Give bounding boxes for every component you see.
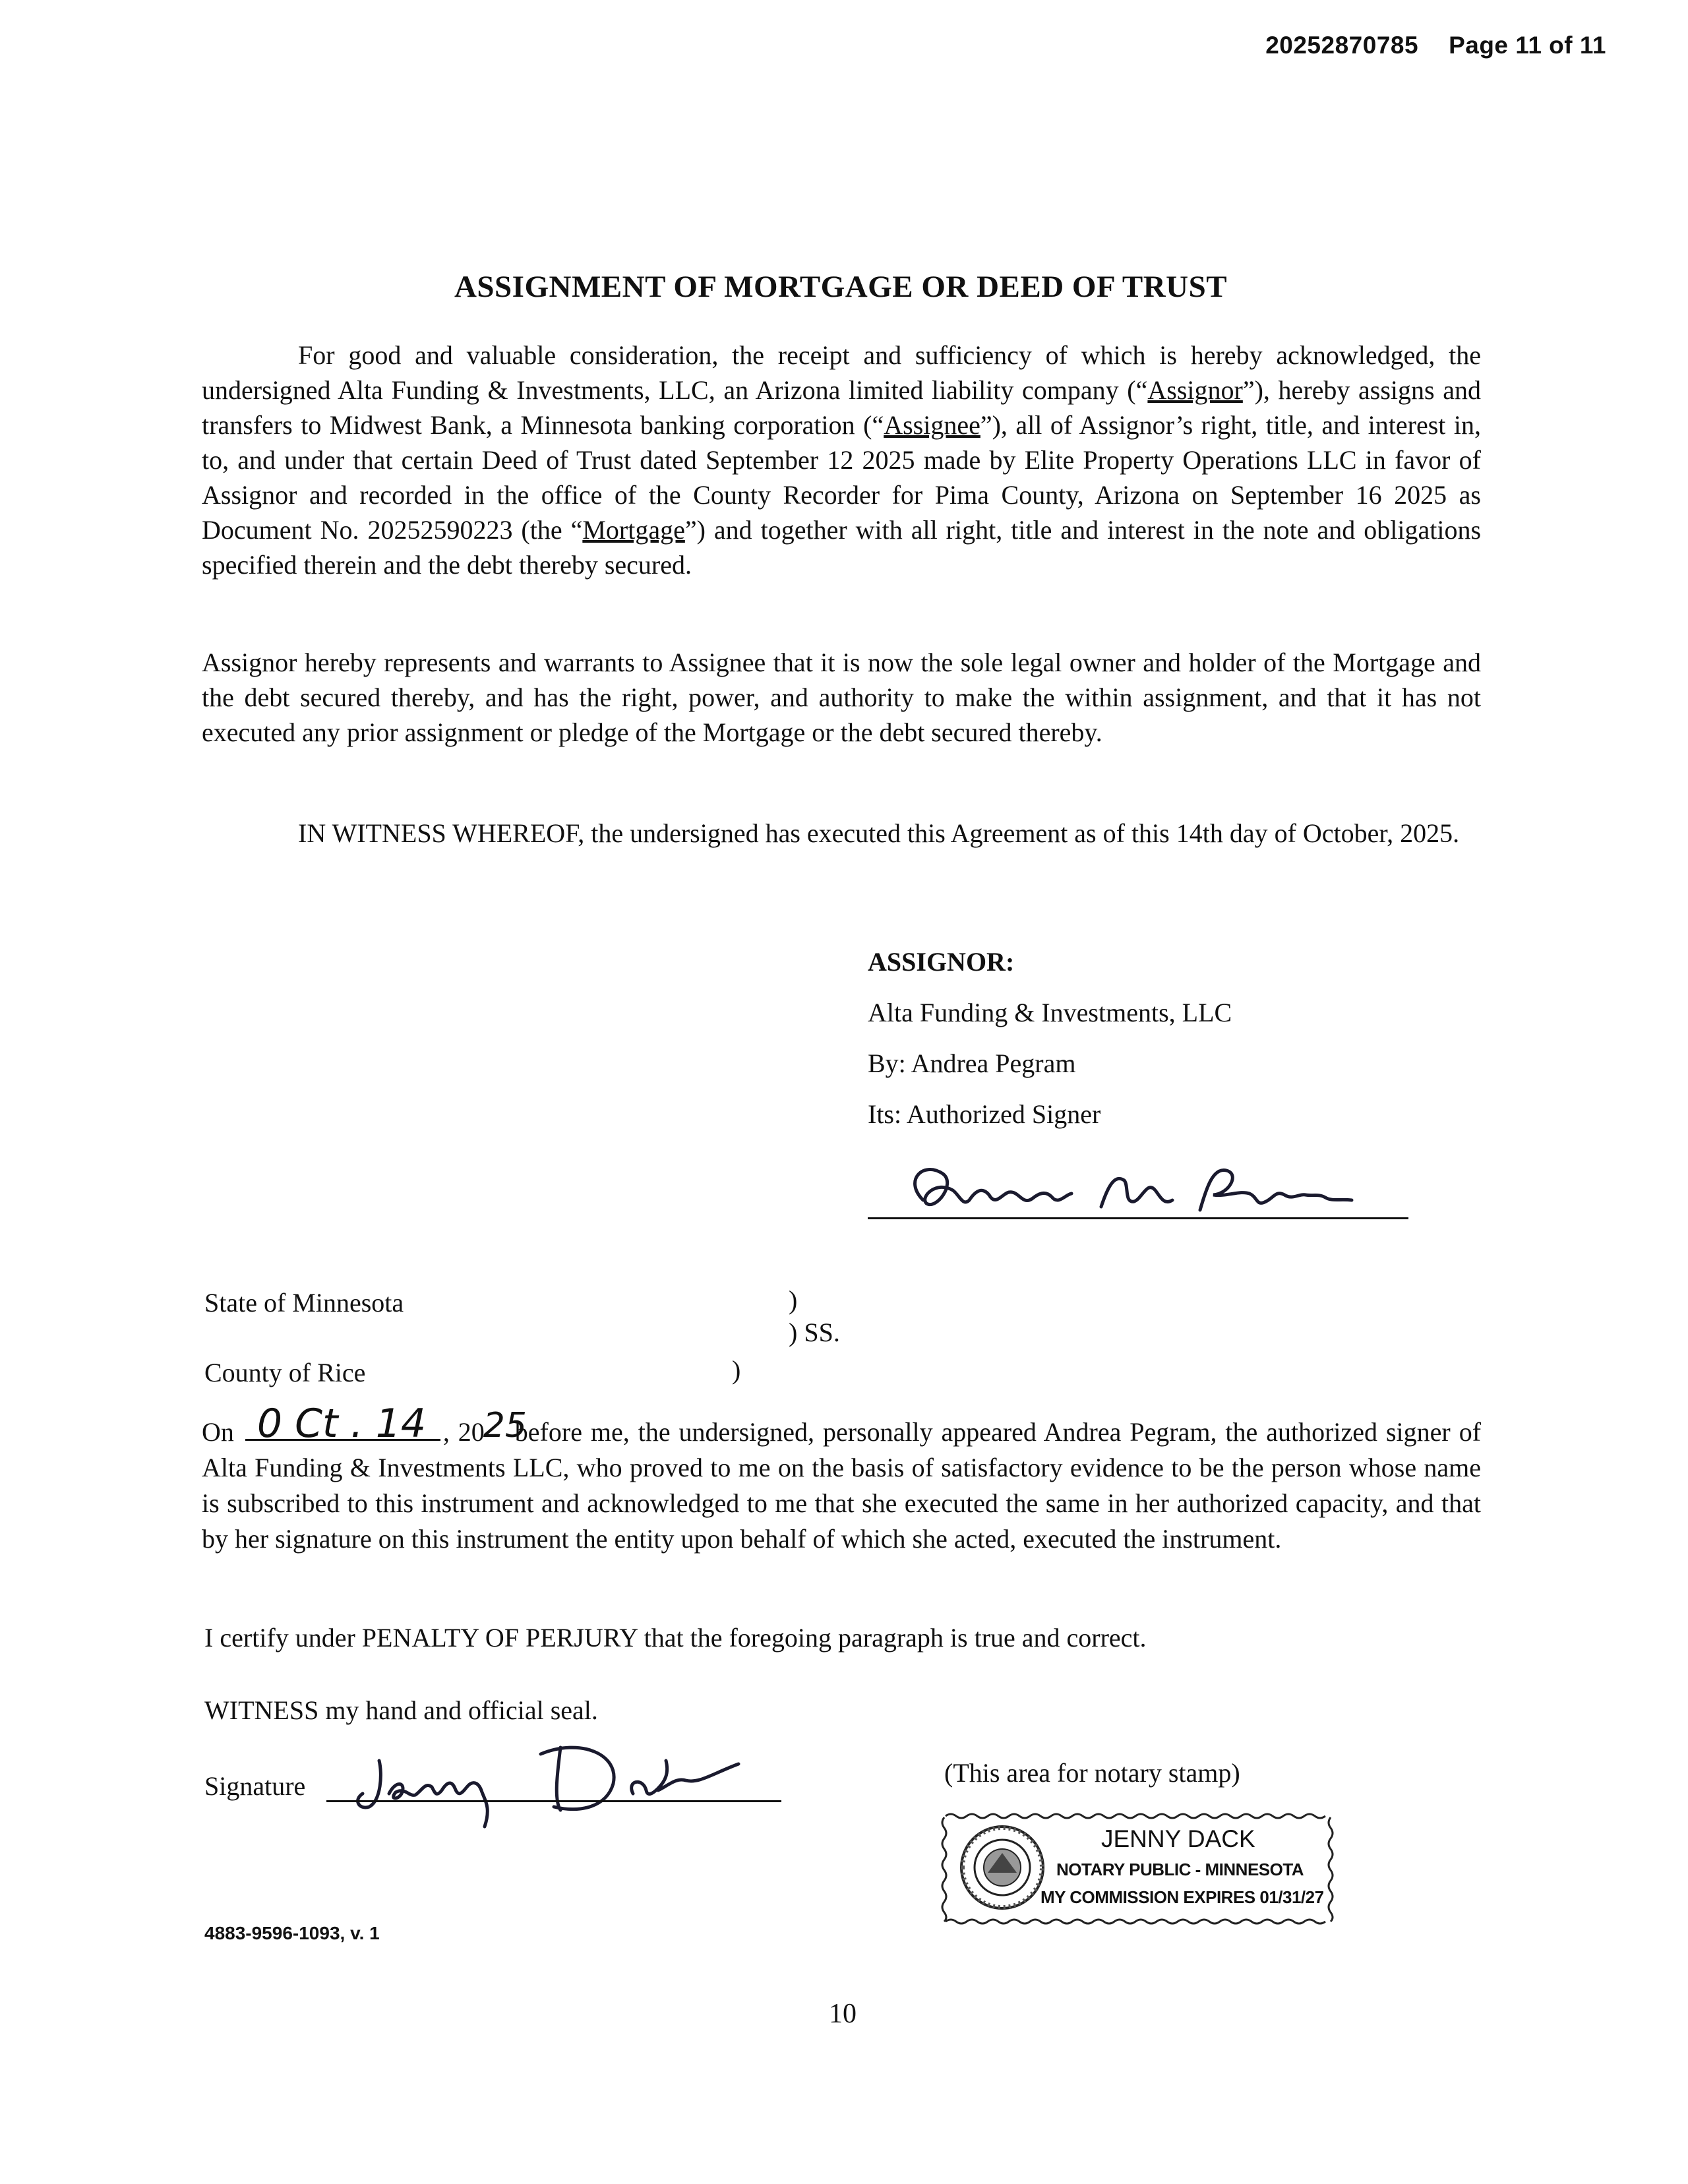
warranty-paragraph: Assignor hereby represents and warrants to Assignee that it is now the sole legal owner and holder of the Mortgage and the debt secured thereby, and has the right, power, and authority to make the within assignment, and that it has not executed any prior assignment or pledge of the Mortgage or the debt secured thereby. <box>202 648 1481 747</box>
venue-state: State of Minnesota <box>204 1288 404 1318</box>
stamp-notary-name: JENNY DACK <box>1101 1825 1255 1852</box>
notary-signature <box>343 1734 791 1833</box>
witness-statement: WITNESS my hand and official seal. <box>204 1695 598 1725</box>
assignee-defined-term: Assignee <box>884 410 980 440</box>
assignor-its: Its: Authorized Signer <box>868 1099 1101 1129</box>
mortgage-defined-term: Mortgage <box>582 515 685 545</box>
document-title: ASSIGNMENT OF MORTGAGE OR DEED OF TRUST <box>454 270 1228 304</box>
venue-ss: ) SS. <box>789 1318 840 1347</box>
signature-label: Signature <box>204 1771 306 1801</box>
recording-number: 20252870785 <box>1265 32 1419 59</box>
page-counter: Page 11 of 11 <box>1449 32 1606 59</box>
assignor-signature-line <box>868 1217 1408 1219</box>
venue-county: County of Rice <box>204 1358 366 1387</box>
handwritten-date-field <box>245 1401 440 1447</box>
stamp-notary-title: NOTARY PUBLIC - MINNESOTA <box>1056 1860 1304 1879</box>
assignor-signature <box>897 1154 1358 1227</box>
handwritten-year: 25 <box>483 1406 527 1445</box>
notary-signature-line <box>326 1800 781 1802</box>
perjury-certification: I certify under PENALTY OF PERJURY that the foregoing paragraph is true and correct. <box>204 1623 1147 1653</box>
notary-stamp-area-label: (This area for notary stamp) <box>944 1758 1240 1788</box>
page-header <box>1235 32 1606 59</box>
witness-whereof-paragraph: IN WITNESS WHEREOF, the undersigned has executed this Agreement as of this 14th day of October, 2025. <box>298 818 1460 848</box>
venue-paren-bottom: ) <box>732 1355 741 1385</box>
stamp-commission-expiry: MY COMMISSION EXPIRES 01/31/27 <box>1040 1887 1324 1907</box>
assignor-label: ASSIGNOR: <box>868 947 1015 977</box>
assignor-block <box>868 936 1232 1139</box>
venue-paren-top: ) <box>789 1285 798 1315</box>
handwritten-year-field <box>483 1406 527 1445</box>
assignor-by: By: Andrea Pegram <box>868 1048 1076 1078</box>
assignor-defined-term: Assignor <box>1147 375 1243 405</box>
handwritten-date: 0 Ct . 14 <box>256 1401 427 1447</box>
assignor-company: Alta Funding & Investments, LLC <box>868 998 1232 1027</box>
notary-acknowledgment: On 0 Ct . 14 , 20 25 before me, the undersigned, personally appeared Andrea Pegram, the authorized signer of Alta Funding & Investments LLC, who proved to me on the basis of satisfactory evidence to be the person whose name is subscribed to this instrument and acknowledged to me that she executed the same in her authorized capacity, and that by her signature on this instrument the entity upon behalf of which she acted, executed the instrument. <box>202 1401 1482 1554</box>
document-id: 4883-9596-1093, v. 1 <box>204 1923 380 1943</box>
page-number: 10 <box>829 1999 857 2029</box>
assignment-paragraph: For good and valuable consideration, the receipt and sufficiency of which is hereby acknowledged, the undersigned Alta Funding & Investments, LLC, an Arizona limited liability company (“Assignor”), hereby assigns and transfers to Midwest Bank, a Minnesota banking corporation (“Assignee”), all of Assignor’s right, title, and interest in, to, and under that certain Deed of Trust dated September 12 2025 made by Elite Property Operations LLC in favor of Assignor and recorded in the office of the County Recorder for Pima County, Arizona on September 16 2025 as Document No. 20252590223 (the “Mortgage”) and together with all right, title and interest in the note and obligations specified therein and the debt thereby secured. <box>202 340 1482 580</box>
